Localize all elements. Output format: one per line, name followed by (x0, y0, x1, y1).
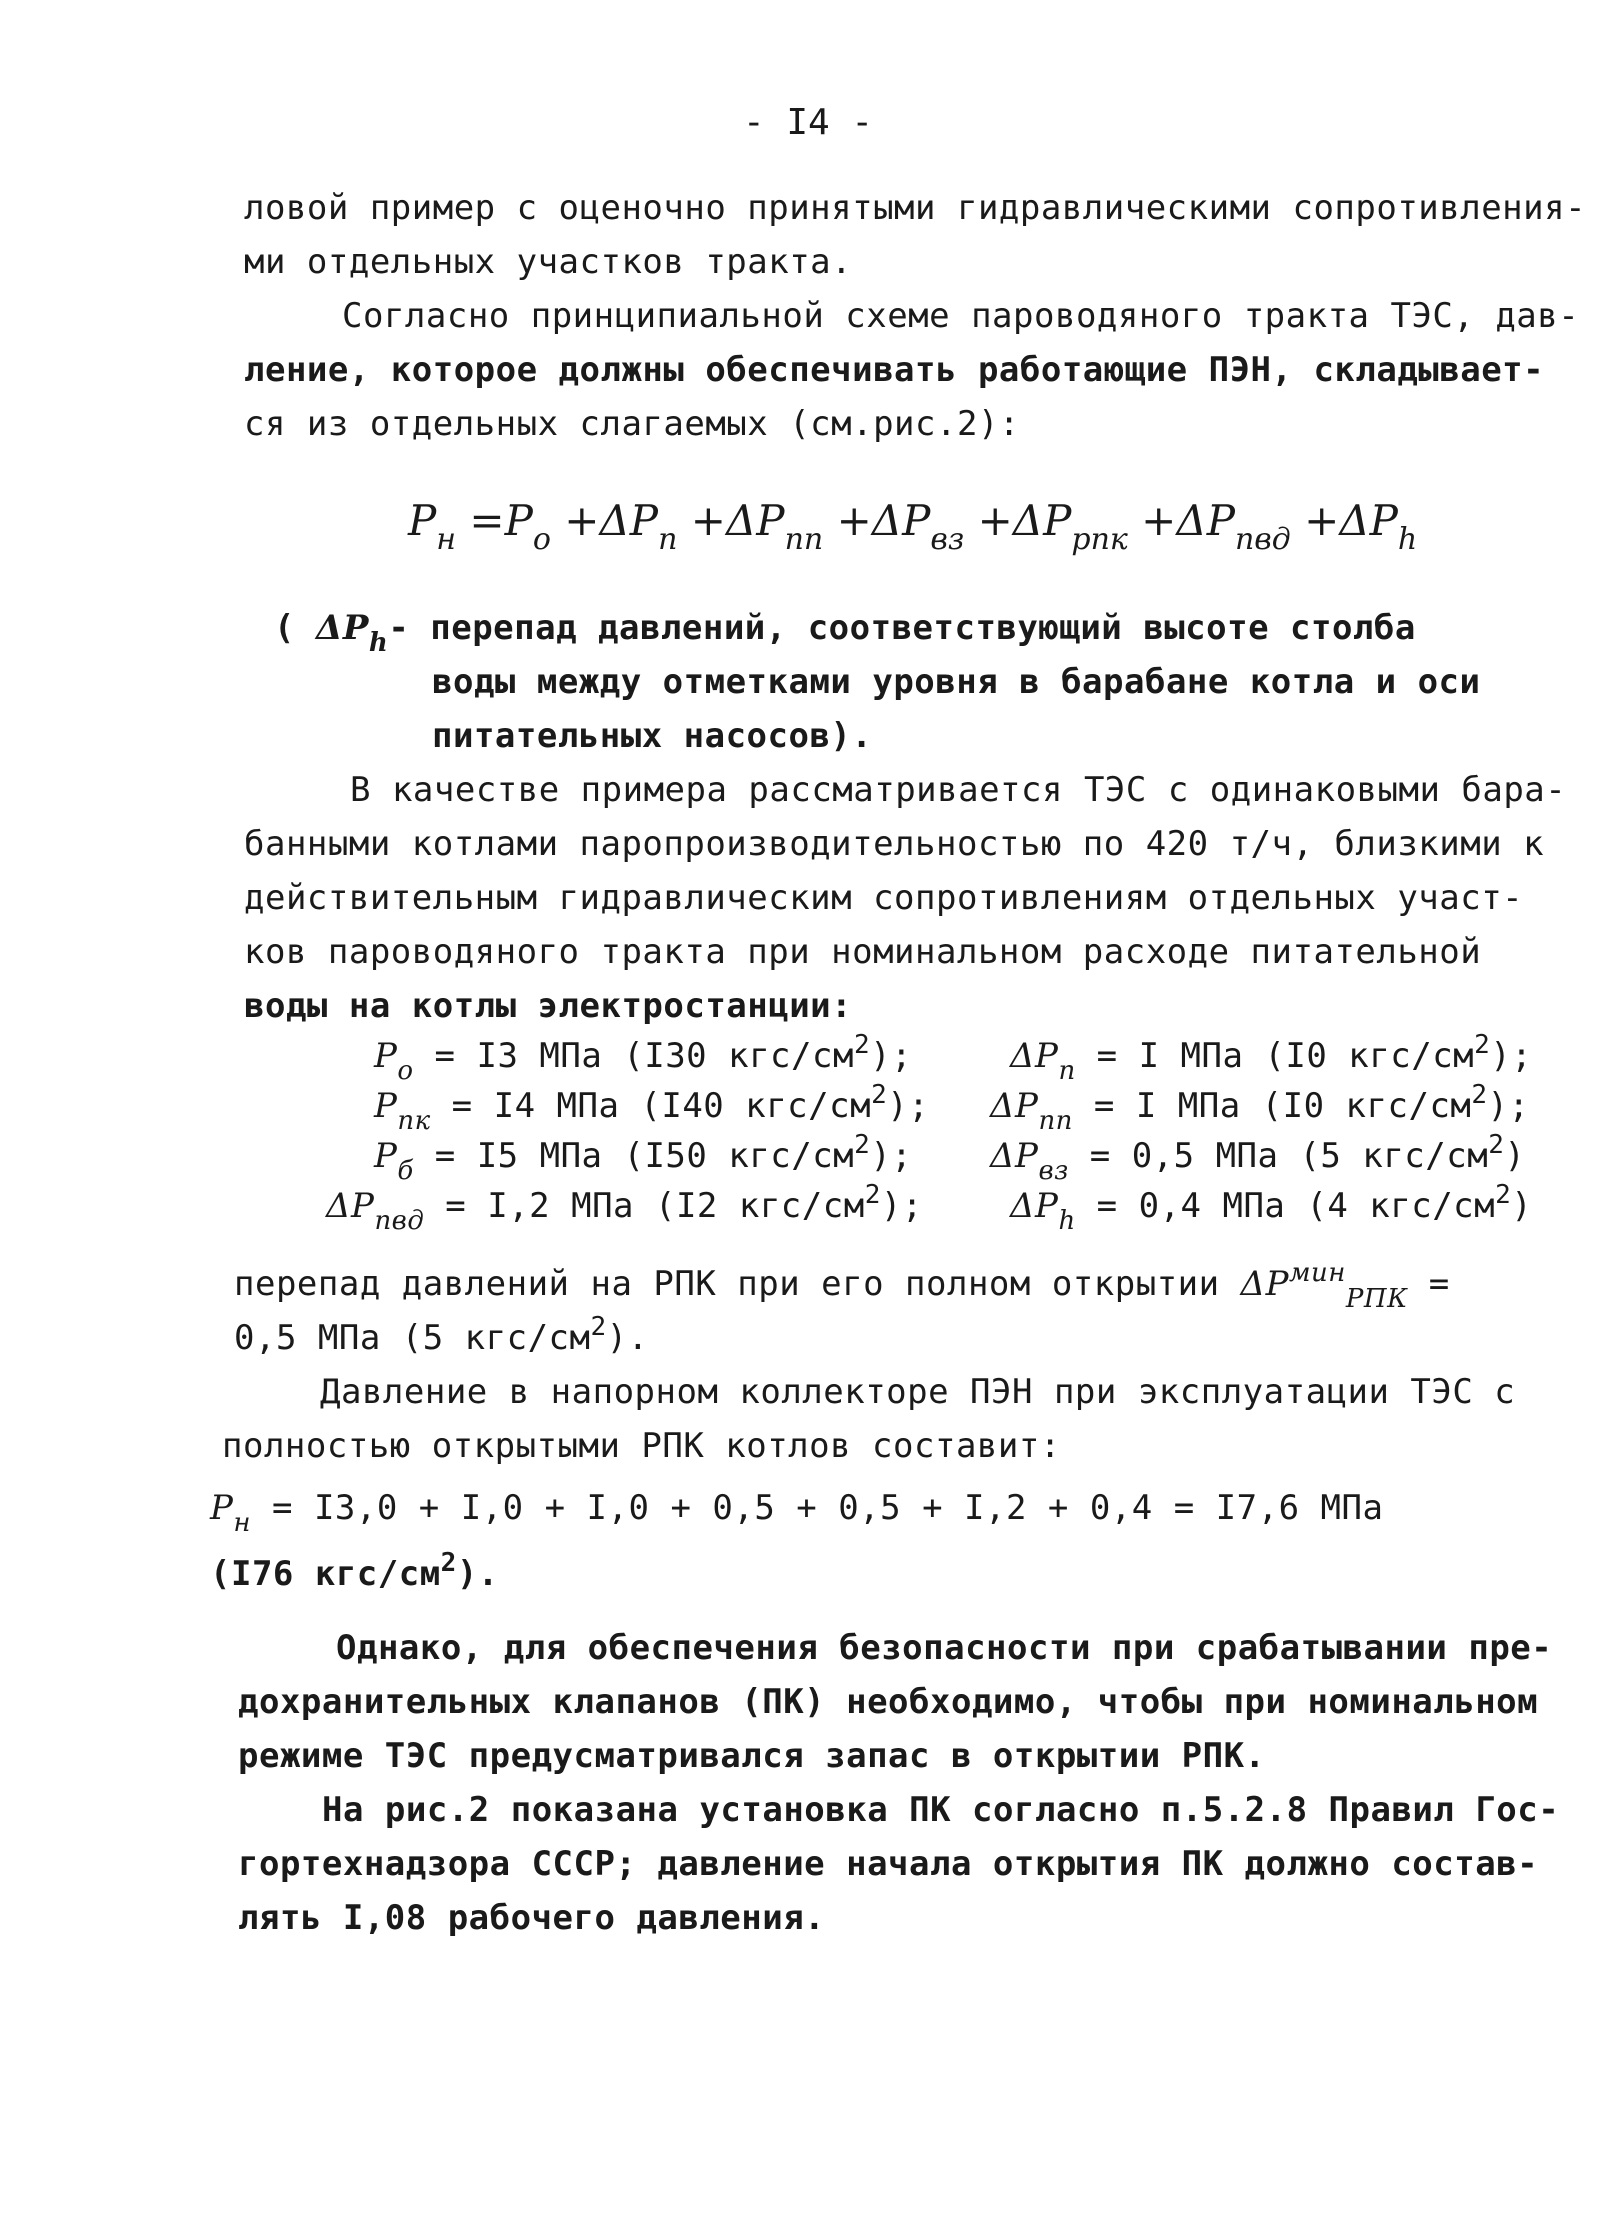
text-line: лять I,08 рабочего давления. (238, 1898, 826, 1938)
text-line: ление, которое должны обеспечивать работающие ПЭН, складывает- (244, 350, 1545, 390)
text-line: ков пароводяного тракта при номинальном расходе питательной (244, 932, 1482, 972)
note-line: ( $\Delta P_h-$ перепад давлений, соответствующий высоте столба (274, 608, 1416, 658)
text-line: Однако, для обеспечения безопасности при срабатывании пре- (336, 1628, 1553, 1668)
text-line: В качестве примера рассматривается ТЭС с одинаковыми бара- (350, 770, 1567, 810)
text-line: дохранительных клапанов (ПК) необходимо, чтобы при номинальном (238, 1682, 1539, 1722)
value-row-right: $\Delta P_{вз} = 0,5$ МПа (5 кгс/$см^2$) (990, 1130, 1526, 1186)
value-row-left: $P_о = I3$ МПа (I30 кгс/$см^2$); (374, 1030, 913, 1086)
text-line: полностью открытыми РПК котлов составит: (222, 1426, 1061, 1466)
text-line: Давление в напорном коллекторе ПЭН при эксплуатации ТЭС с (320, 1372, 1516, 1412)
text-line: (I76 кгс/$см^2$). (210, 1548, 499, 1594)
text-line: На рис.2 показана установка ПК согласно п.5.2.8 Правил Гос- (322, 1790, 1560, 1830)
text-line: Согласно принципиальной схеме пароводяного тракта ТЭС, дав- (342, 296, 1580, 336)
text-line: гортехнадзора СССР; давление начала открытия ПК должно состав- (238, 1844, 1539, 1884)
text-line: перепад давлений на РПК при его полном открытии $\Delta P^{мин}_{РПК}$ = (234, 1258, 1450, 1314)
text-line: действительным гидравлическим сопротивлениям отдельных участ- (244, 878, 1524, 918)
page-number: - I4 - (742, 102, 874, 143)
value-row-right: $\Delta P_п = I$ МПа (I0 кгс/$см^2$); (1010, 1030, 1533, 1086)
value-row-right: $\Delta P_h = 0,4$ МПа (4 кгс/$см^2$) (1010, 1180, 1533, 1236)
text-line: 0,5 МПа (5 кгс/$см^2$). (234, 1312, 649, 1358)
main-formula: $P_н =P_о +\Delta P_п +\Delta P_{пп} +\Delta P_{вз} +\Delta P_{рпк} +\Delta P_{пвд} +\Delta P_h$ (408, 496, 1418, 557)
text-line: банными котлами паропроизводительностью по 420 т/ч, близкими к (244, 824, 1545, 864)
text-line: ми отдельных участков тракта. (244, 242, 853, 282)
value-row-left: $P_{пк} = I4$ МПа (I40 кгс/$см^2$); (374, 1080, 930, 1136)
text-line: ловой пример с оценочно принятыми гидравлическими сопротивления- (244, 188, 1587, 228)
value-row-left: $\Delta P_{пвд} = I,2$ МПа (I2 кгс/$см^2$); (326, 1180, 923, 1236)
value-row-left: $P_б = I5$ МПа (I50 кгс/$см^2$); (374, 1130, 913, 1186)
value-row-right: $\Delta P_{пп} = I$ МПа (I0 кгс/$см^2$); (990, 1080, 1530, 1136)
text-line: режиме ТЭС предусматривался запас в открытии РПК. (238, 1736, 1266, 1776)
note-line: воды между отметками уровня в барабане котла и оси (432, 662, 1481, 702)
text-line: воды на котлы электростанции: (244, 986, 853, 1026)
text-line: ся из отдельных слагаемых (см.рис.2): (244, 404, 1020, 444)
sum-formula: $P_н = I3,0 + I,0 + I,0 + 0,5 + 0,5 + I,2 + 0,4 = I7,6$ МПа (210, 1488, 1384, 1538)
note-line: питательных насосов). (432, 716, 873, 756)
